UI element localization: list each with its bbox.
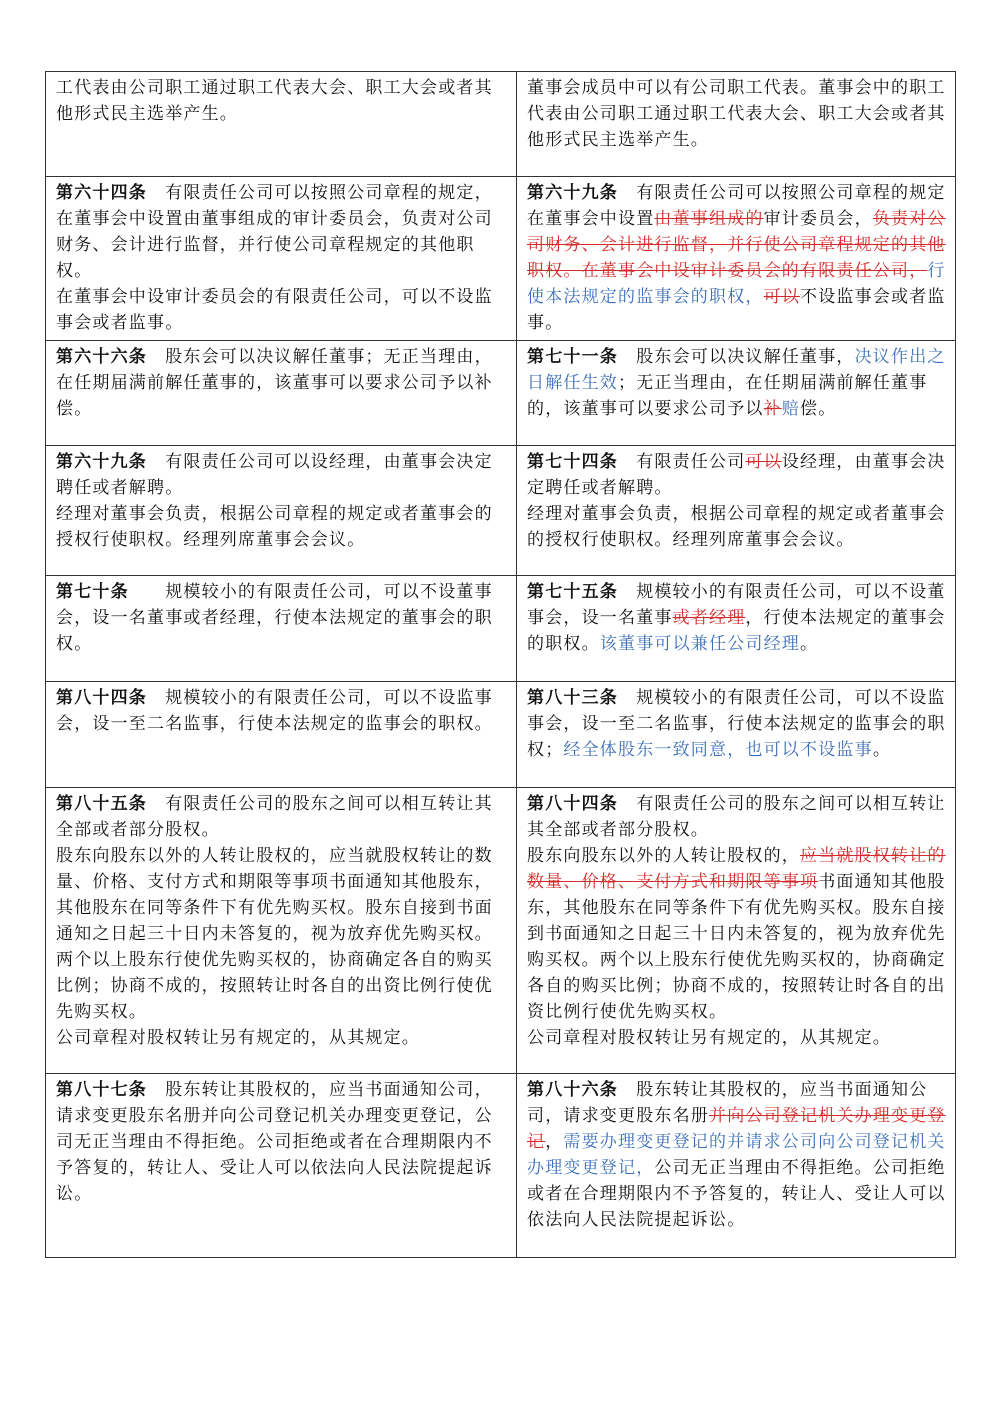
table-row	[46, 576, 956, 682]
table-row	[46, 788, 956, 1074]
deleted-text: 应当就股权转让的数量、价格、支付方式和期限等事项	[527, 846, 946, 892]
article-text: 股东转让其股权的，应当书面通知公司，请求变更股东名册并向公司登记机关办理变更登记，公司无正当理由不得拒绝。公司拒绝或者在合理期限内不予答复的，转让人、受让人可以依法向人民法院提起诉讼。	[56, 1080, 493, 1204]
deleted-text: 或者经理	[672, 608, 746, 628]
article-title: 第八十六条	[527, 1080, 618, 1100]
article-text: 股东转让其股权的，应当书面通知公司，请求变更股东名册	[527, 1080, 928, 1126]
paragraph	[56, 1025, 508, 1051]
article-text: 有限责任公司的股东之间可以相互转让其全部或者部分股权。	[56, 794, 493, 840]
article-text: 。	[872, 740, 892, 760]
paragraph	[527, 75, 947, 153]
article-title: 第八十四条	[56, 688, 147, 708]
table-row	[46, 341, 956, 446]
article-title: 第六十六条	[56, 347, 147, 367]
old-law-cell	[46, 446, 517, 576]
article-text: 股东向股东以外的人转让股权的，应当就股权转让的数量、价格、支付方式和期限等事项书面通知其他股东，其他股东在同等条件下有优先购买权。股东自接到书面通知之日起三十日内未答复的，视为放弃优先购买权。两个以上股东行使优先购买权的，协商确定各自的购买比例；协商不成的，按照转让时各自的出资比例行使优先购买权。	[56, 846, 493, 1022]
deleted-text: 并向公司登记机关办理变更登记	[527, 1106, 946, 1152]
deleted-text: 负责对公司财务、会计进行监督，并行使公司章程规定的其他职权。在董事会中设审计委员会的有限责任公司，	[527, 209, 946, 281]
new-law-cell	[517, 682, 956, 788]
old-law-cell	[46, 341, 517, 446]
article-text: 股东会可以决议解任董事，	[618, 347, 855, 367]
paragraph	[56, 685, 508, 737]
new-law-cell	[517, 576, 956, 682]
article-title: 第八十四条	[527, 794, 618, 814]
article-title: 第七十条	[56, 582, 129, 602]
new-law-cell	[517, 446, 956, 576]
article-text: 不设监事会或者监事。	[527, 287, 946, 333]
article-text: 规模较小的有限责任公司，可以不设监事会，设一至二名监事，行使本法规定的监事会的职权；	[527, 688, 946, 760]
article-title: 第六十九条	[527, 183, 618, 203]
article-text: 有限责任公司	[618, 452, 746, 472]
paragraph	[527, 344, 947, 422]
table-row	[46, 682, 956, 788]
article-text: 有限责任公司的股东之间可以相互转让其全部或者部分股权。	[527, 794, 946, 840]
article-text: 规模较小的有限责任公司，可以不设董事会，设一名董事或者经理，行使本法规定的董事会的职权。	[56, 582, 493, 654]
article-title: 第八十三条	[527, 688, 618, 708]
deleted-text: 由董事组成的	[654, 209, 764, 229]
article-text: 规模较小的有限责任公司，可以不设董事会，设一名董事	[527, 582, 946, 628]
comparison-table	[45, 71, 956, 1258]
paragraph	[527, 1025, 947, 1051]
article-title: 第七十五条	[527, 582, 618, 602]
paragraph	[56, 843, 508, 1025]
paragraph	[527, 449, 947, 501]
old-law-cell	[46, 72, 517, 177]
paragraph	[527, 579, 947, 657]
article-text: 有限责任公司可以设经理，由董事会决定聘任或者解聘。	[56, 452, 493, 498]
paragraph	[527, 685, 947, 763]
paragraph	[527, 1077, 947, 1233]
old-law-cell	[46, 682, 517, 788]
new-law-cell	[517, 1074, 956, 1258]
paragraph	[527, 791, 947, 843]
article-text: 设经理，由董事会决定聘任或者解聘。	[527, 452, 946, 498]
article-title: 第七十四条	[527, 452, 618, 472]
article-text: 有限责任公司可以按照公司章程的规定，在董事会中设置由董事组成的审计委员会，负责对公司财务、会计进行监督，并行使公司章程规定的其他职权。	[56, 183, 493, 281]
article-text: 经理对董事会负责，根据公司章程的规定或者董事会的授权行使职权。经理列席董事会会议。	[527, 504, 946, 550]
paragraph	[56, 1077, 508, 1207]
added-text: 需要办理变更登记的并请求公司向公司登记机关办理变更登记，	[527, 1132, 946, 1178]
paragraph	[56, 284, 508, 336]
article-text: 有限责任公司可以按照公司章程的规定在董事会中设置	[527, 183, 946, 229]
article-text: 规模较小的有限责任公司，可以不设监事会，设一至二名监事，行使本法规定的监事会的职权。	[56, 688, 493, 734]
new-law-cell	[517, 72, 956, 177]
article-title: 第六十四条	[56, 183, 147, 203]
deleted-text: 可以	[763, 287, 801, 307]
article-text: ；无正当理由，在任期届满前解任董事的，该董事可以要求公司予以	[527, 373, 928, 419]
old-law-cell	[46, 576, 517, 682]
article-text: 股东会可以决议解任董事；无正当理由，在任期届满前解任董事的，该董事可以要求公司予以补偿。	[56, 347, 493, 419]
paragraph	[56, 501, 508, 553]
article-text: 董事会成员中可以有公司职工代表。董事会中的职工代表由公司职工通过职工代表大会、职工大会或者其他形式民主选举产生。	[527, 78, 946, 150]
article-title: 第八十七条	[56, 1080, 147, 1100]
added-text: 经全体股东一致同意，也可以不设监事	[563, 740, 873, 760]
article-text: 偿。	[800, 399, 837, 419]
article-title: 第七十一条	[527, 347, 618, 367]
article-title: 第八十五条	[56, 794, 147, 814]
added-text: 决议作出之日解任生效	[527, 347, 946, 393]
paragraph	[56, 344, 508, 422]
paragraph	[56, 75, 508, 127]
article-text: 公司无正当理由不得拒绝。公司拒绝或者在合理期限内不予答复的，转让人、受让人可以依法向人民法院提起诉讼。	[527, 1158, 946, 1230]
paragraph	[56, 449, 508, 501]
article-text: 公司章程对股权转让另有规定的，从其规定。	[527, 1028, 891, 1048]
added-text: 赔	[781, 399, 801, 419]
table-row	[46, 177, 956, 341]
table-row	[46, 1074, 956, 1258]
article-text: 公司章程对股权转让另有规定的，从其规定。	[56, 1028, 420, 1048]
paragraph	[527, 843, 947, 1025]
old-law-cell	[46, 788, 517, 1074]
paragraph	[56, 180, 508, 284]
deleted-text: 可以	[745, 452, 782, 472]
article-text: 工代表由公司职工通过职工代表大会、职工大会或者其他形式民主选举产生。	[56, 78, 493, 124]
deleted-text: 补	[763, 399, 782, 419]
old-law-cell	[46, 1074, 517, 1258]
article-text: ，	[545, 1132, 564, 1152]
article-text: ，行使本法规定的董事会的职权。	[527, 608, 946, 654]
paragraph	[527, 180, 947, 336]
paragraph	[56, 579, 508, 657]
added-text: 该董事可以兼任公司经理	[599, 634, 801, 654]
new-law-cell	[517, 788, 956, 1074]
article-text: 审计委员会，	[763, 209, 873, 229]
article-title: 第六十九条	[56, 452, 147, 472]
added-text: 行使本法规定的监事会的职权，	[527, 261, 946, 307]
new-law-cell	[517, 341, 956, 446]
paragraph	[56, 791, 508, 843]
table-row	[46, 446, 956, 576]
table-row	[46, 72, 956, 177]
article-text: 股东向股东以外的人转让股权的，	[527, 846, 800, 866]
article-text: 经理对董事会负责，根据公司章程的规定或者董事会的授权行使职权。经理列席董事会会议。	[56, 504, 493, 550]
old-law-cell	[46, 177, 517, 341]
article-text: 书面通知其他股东，其他股东在同等条件下有优先购买权。股东自接到书面通知之日起三十日内未答复的，视为放弃优先购买权。两个以上股东行使优先购买权的，协商确定各自的购买比例；协商不成的，按照转让时各自的出资比例行使优先购买权。	[527, 872, 946, 1022]
paragraph	[527, 501, 947, 553]
article-text: 在董事会中设审计委员会的有限责任公司，可以不设监事会或者监事。	[56, 287, 493, 333]
new-law-cell	[517, 177, 956, 341]
article-text: 。	[800, 634, 819, 654]
comparison-table-body	[46, 72, 956, 1258]
